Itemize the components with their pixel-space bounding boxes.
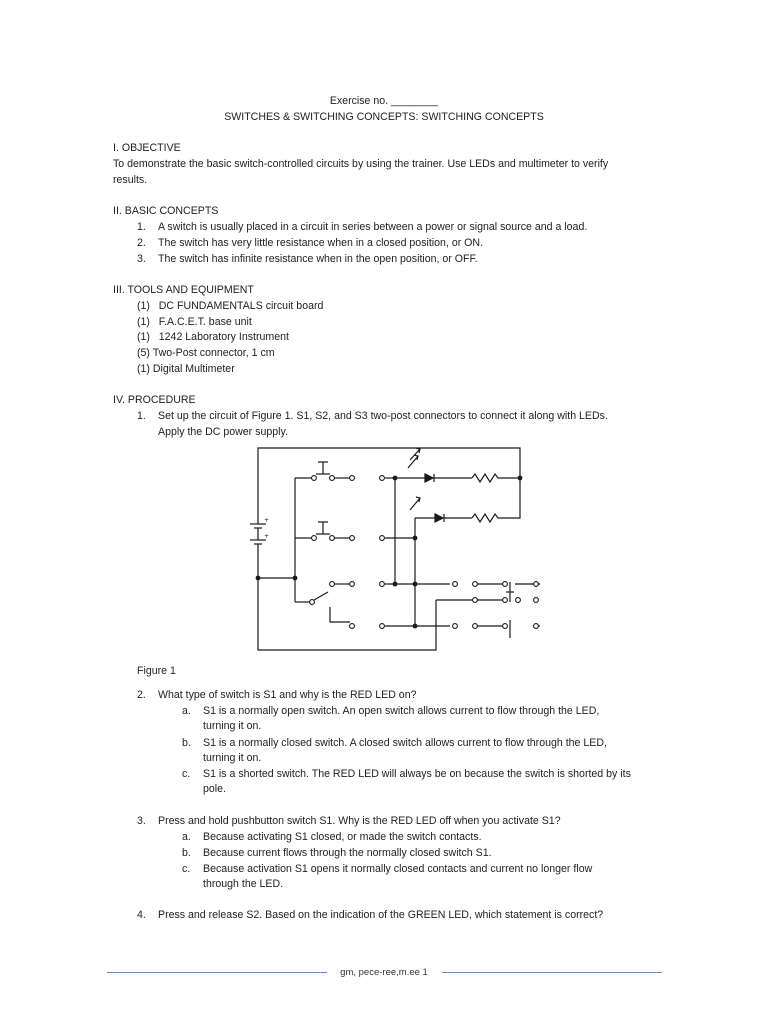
objective-line-1: To demonstrate the basic switch-controlled circuits by using the trainer. Use LEDs and multimeter to verify xyxy=(113,158,609,170)
question-2-text: What type of switch is S1 and why is the RED LED on? xyxy=(158,689,417,701)
question-3-text: Press and hold pushbutton switch S1. Why is the RED LED off when you activate S1? xyxy=(158,815,561,827)
list-item: The switch has infinite resistance when in the open position, or OFF. xyxy=(158,253,478,265)
option-line: pole. xyxy=(203,783,226,795)
option-letter: c. xyxy=(182,863,191,875)
option-letter: a. xyxy=(182,831,191,843)
step-1-line-1: Set up the circuit of Figure 1. S1, S2, and S3 two-post connectors to connect it along with LEDs. xyxy=(158,410,608,422)
option-letter: b. xyxy=(182,847,191,859)
tools-heading: III. TOOLS AND EQUIPMENT xyxy=(113,284,254,296)
list-item: (1) F.A.C.E.T. base unit xyxy=(137,316,252,328)
step-number: 1. xyxy=(137,410,146,422)
option-line: Because current flows through the normally closed switch S1. xyxy=(203,847,492,859)
list-item: (1) 1242 Laboratory Instrument xyxy=(137,331,289,343)
procedure-heading: IV. PROCEDURE xyxy=(113,394,196,406)
list-number: 2. xyxy=(137,237,146,249)
option-line: S1 is a shorted switch. The RED LED will always be on because the switch is shorted by its xyxy=(203,768,631,780)
question-number: 4. xyxy=(137,909,146,921)
option-letter: b. xyxy=(182,737,191,749)
basic-concepts-heading: II. BASIC CONCEPTS xyxy=(113,205,219,217)
svg-text:+: + xyxy=(264,517,270,524)
option-line: Because activation S1 opens it normally closed contacts and current no longer flow xyxy=(203,863,593,875)
question-number: 3. xyxy=(137,815,146,827)
option-line: S1 is a normally closed switch. A closed switch allows current to flow through the LED, xyxy=(203,737,607,749)
question-4-text: Press and release S2. Based on the indication of the GREEN LED, which statement is correct? xyxy=(158,909,604,921)
list-item: (1) DC FUNDAMENTALS circuit board xyxy=(137,300,324,312)
question-number: 2. xyxy=(137,689,146,701)
list-item: The switch has very little resistance when in a closed position, or ON. xyxy=(158,237,484,249)
objective-heading: I. OBJECTIVE xyxy=(113,142,181,154)
exercise-number: Exercise no. ________ xyxy=(329,95,439,107)
list-item: A switch is usually placed in a circuit in series between a power or signal source and a load. xyxy=(158,221,588,233)
step-1-line-2: Apply the DC power supply. xyxy=(158,426,288,438)
list-number: 3. xyxy=(137,253,146,265)
list-item: (1) Digital Multimeter xyxy=(137,363,235,375)
option-line: Because activating S1 closed, or made the switch contacts. xyxy=(203,831,482,843)
list-number: 1. xyxy=(137,221,146,233)
option-line: S1 is a normally open switch. An open switch allows current to flow through the LED, xyxy=(203,705,600,717)
option-line: turning it on. xyxy=(203,720,262,732)
circuit-diagram xyxy=(240,442,540,654)
option-line: turning it on. xyxy=(203,752,262,764)
list-item: (5) Two-Post connector, 1 cm xyxy=(137,347,275,359)
option-line: through the LED. xyxy=(203,878,284,890)
document-title: SWITCHES & SWITCHING CONCEPTS: SWITCHING CONCEPTS xyxy=(224,111,544,123)
option-letter: a. xyxy=(182,705,191,717)
objective-line-2: results. xyxy=(113,174,148,186)
footer-text: gm, pece-ree,m.ee 1 xyxy=(340,967,428,978)
figure-caption: Figure 1 xyxy=(137,665,176,677)
option-letter: c. xyxy=(182,768,191,780)
svg-text:+: + xyxy=(264,533,270,540)
